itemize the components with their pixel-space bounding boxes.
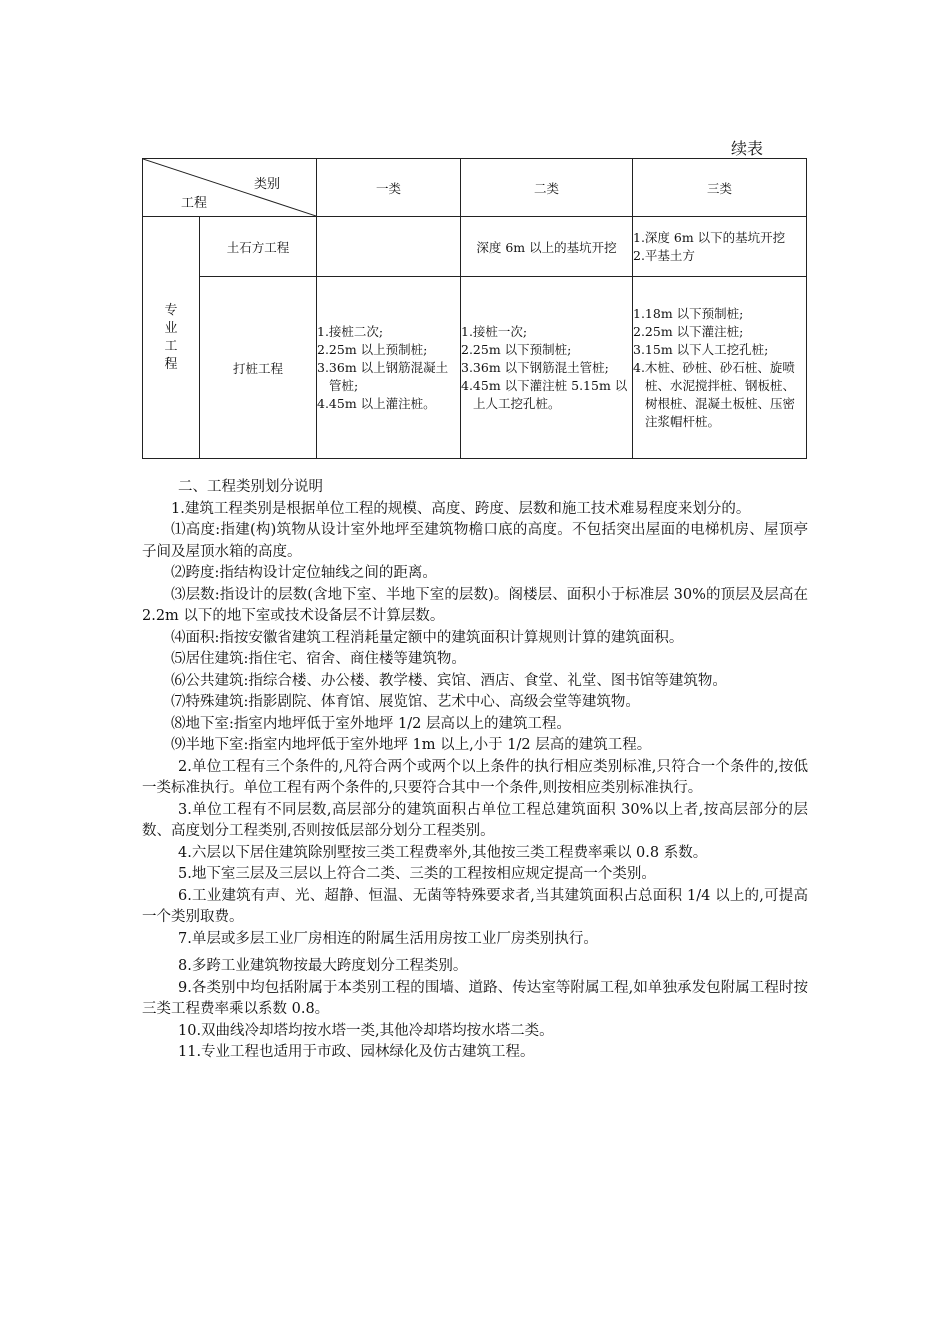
explanation-section (142, 477, 808, 1064)
list-item: 4.木桩、砂桩、砂石桩、旋喷桩、水泥搅拌桩、钢板桩、树根桩、混凝土板桩、压密注浆帽杆桩。 (633, 359, 796, 429)
list-item: 2.25m 以下灌注桩; (633, 323, 744, 339)
table-row (143, 217, 807, 277)
paragraph: 11.专业工程也适用于市政、园林绿化及仿古建筑工程。 (178, 1044, 535, 1060)
list-item: 1.接桩二次; (317, 323, 384, 339)
piling-class3-cell (633, 277, 807, 459)
diagonal-header-cell (143, 159, 317, 217)
group-label-char: 工 (164, 338, 178, 354)
paragraph: 5.地下室三层及三层以上符合二类、三类的工程按相应规定提高一个类别。 (178, 866, 656, 882)
header-category-label: 类别 (253, 177, 280, 192)
list-item: 4.45m 以上灌注桩。 (317, 395, 436, 411)
paragraph: 8.多跨工业建筑物按最大跨度划分工程类别。 (178, 958, 468, 974)
list-item: 2.25m 以下预制桩; (461, 341, 572, 357)
group-label-cell (143, 217, 200, 459)
paragraph: ⑴高度:指建(构)筑物从设计室外地坪至建筑物檐口底的高度。不包括突出屋面的电梯机房、屋顶亭子间及屋顶水箱的高度。 (142, 522, 808, 560)
paragraph: 6.工业建筑有声、光、超静、恒温、无菌等特殊要求者,当其建筑面积占总面积 1/4 以上的,可提高一个类别取费。 (142, 887, 808, 925)
paragraph: ⑶层数:指设计的层数(含地下室、半地下室的层数)。阁楼层、面积小于标准层 30%的顶层及层高在 2.2m 以下的地下室或技术设备层不计算层数。 (142, 586, 808, 624)
row-name-piling: 打桩工程 (200, 277, 317, 459)
paragraph: 1.建筑工程类别是根据单位工程的规模、高度、跨度、层数和施工技术难易程度来划分的。 (171, 500, 751, 517)
list-item: 2.平基土方 (633, 247, 695, 263)
paragraph: 9.各类别中均包括附属于本类别工程的围墙、道路、传达室等附属工程,如单独承发包附属工程时按三类工程费率乘以系数 0.8。 (142, 979, 808, 1017)
paragraph: ⑷面积:指按安徽省建筑工程消耗量定额中的建筑面积计算规则计算的建筑面积。 (171, 629, 684, 646)
paragraph: 2.单位工程有三个条件的,凡符合两个或两个以上条件的执行相应类别标准,只符合一个条件的,按低一类标准执行。单位工程有两个条件的,只要符合其中一个条件,则按相应类别标准执行。 (142, 758, 808, 796)
continued-label: 续表 (731, 139, 764, 158)
paragraph: 7.单层或多层工业厂房相连的附属生活用房按工业厂房类别执行。 (178, 930, 598, 947)
table-header-row (143, 159, 807, 217)
list-item: 3.15m 以下人工挖孔桩; (633, 341, 769, 357)
paragraph: ⑺特殊建筑:指影剧院、体育馆、展览馆、艺术中心、高级会堂等建筑物。 (171, 694, 640, 710)
classification-table (142, 158, 807, 459)
section-title: 二、工程类别划分说明 (178, 479, 323, 495)
list-item: 3.36m 以下钢筋混土管桩; (461, 359, 609, 375)
column-header-class3: 三类 (633, 159, 807, 217)
earthwork-class1-cell (317, 217, 461, 277)
column-header-class1: 一类 (317, 159, 461, 217)
paragraph: ⑹公共建筑:指综合楼、办公楼、教学楼、宾馆、酒店、食堂、礼堂、图书馆等建筑物。 (171, 672, 727, 689)
earthwork-class3-cell (633, 217, 807, 277)
paragraph: ⑵跨度:指结构设计定位轴线之间的距离。 (171, 565, 437, 581)
list-item: 3.36m 以上钢筋混凝土管桩; (317, 359, 449, 393)
column-header-class2: 二类 (461, 159, 633, 217)
paragraph: ⑸居住建筑:指住宅、宿舍、商住楼等建筑物。 (171, 651, 466, 667)
row-name-earthwork: 土石方工程 (200, 217, 317, 277)
paragraph: 10.双曲线冷却塔均按水塔一类,其他冷却塔均按水塔二类。 (178, 1022, 554, 1039)
header-project-label: 工程 (181, 196, 208, 211)
list-item: 2.25m 以上预制桩; (317, 341, 428, 357)
list-item: 1.接桩一次; (461, 323, 528, 339)
list-item: 1.深度 6m 以下的基坑开挖 (633, 229, 786, 245)
paragraph: ⑼半地下室:指室内地坪低于室外地坪 1m 以上,小于 1/2 层高的建筑工程。 (171, 737, 652, 753)
paragraph: ⑻地下室:指室内地坪低于室外地坪 1/2 层高以上的建筑工程。 (171, 715, 571, 732)
earthwork-class2-cell (461, 217, 633, 277)
piling-class2-cell (461, 277, 633, 459)
list-item: 4.45m 以下灌注桩 5.15m 以上人工挖孔桩。 (461, 377, 628, 411)
paragraph: 4.六层以下居住建筑除别墅按三类工程费率外,其他按三类工程费率乘以 0.8 系数。 (178, 844, 708, 861)
group-label-char: 业 (164, 320, 178, 336)
group-label-char: 专 (164, 302, 178, 318)
list-item: 1.18m 以下预制桩; (633, 305, 744, 321)
earthwork-class2-text: 深度 6m 以上的基坑开挖 (476, 239, 617, 255)
diagonal-line (143, 159, 316, 216)
paragraph: 3.单位工程有不同层数,高层部分的建筑面积占单位工程总建筑面积 30%以上者,按高层部分的层数、高度划分工程类别,否则按低层部分划分工程类别。 (142, 801, 808, 839)
group-label-char: 程 (164, 356, 178, 372)
table-row (143, 277, 807, 459)
piling-class1-cell (317, 277, 461, 459)
